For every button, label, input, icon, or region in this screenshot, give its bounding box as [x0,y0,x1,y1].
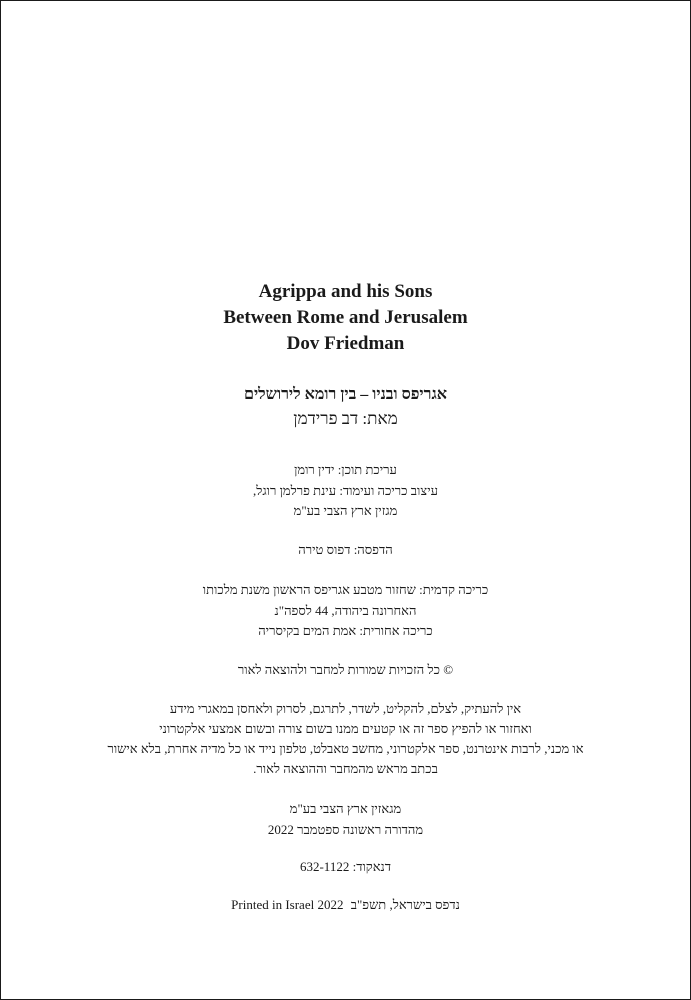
english-author: Dov Friedman [286,333,405,354]
legal-line-4: בכתב מראש מהמחבר וההוצאה לאור. [253,761,438,776]
credit-editing: עריכת תוכן: ידין רומן [294,462,397,477]
credit-printing: הדפסה: דפוס טירה [298,542,393,557]
front-cover-line-2: האחרונה ביהודה, 44 לספה"נ [274,603,417,618]
front-cover-line-1: כריכה קדמית: שחזור מטבע אגריפס הראשון משנת מלכותו [202,582,489,597]
credit-design-company: מגזין ארץ הצבי בע"מ [293,503,398,518]
legal-line-3: או מכני, לרבות אינטרנט, ספר אלקטרוני, מחשב טאבלט, טלפון נייד או כל מדיה אחרת, בלא אישור [107,741,584,756]
hebrew-author: מאת: דב פרידמן [293,409,398,428]
english-title-line-1: Agrippa and his Sons [258,281,433,302]
printed-hebrew: נדפס בישראל, תשפ"ב [350,897,460,912]
english-title-line-2: Between Rome and Jerusalem [223,307,468,328]
copyright-notice: © כל הזכויות שמורות למחבר ולהוצאה לאור [237,662,454,677]
edition-info: מהדורה ראשונה ספטמבר 2022 [267,822,424,837]
printed-in-israel [1,897,690,913]
credit-design: עיצוב כריכה ועימוד: עינת פרלמן רוגל, [253,483,438,498]
legal-line-1: אין להעתיק, לצלם, להקליט, לשדר, לתרגם, לסרוק ולאחסן במאגרי מידע [169,701,522,716]
printed-english: Printed in Israel 2022 [231,897,344,912]
danacode: דנאקוד: 632-1122 [299,859,392,874]
hebrew-title: אגריפס ובניו – בין רומא לירושלים [243,386,448,403]
back-cover-credit: כריכה אחורית: אמת המים בקיסריה [258,623,433,638]
publisher-name: מגאזין ארץ הצבי בע"מ [289,801,402,816]
legal-line-2: ואחזור או להפיץ ספר זה או קטעים ממנו בשום צורה ובשום אמצעי אלקטרוני [159,721,532,736]
